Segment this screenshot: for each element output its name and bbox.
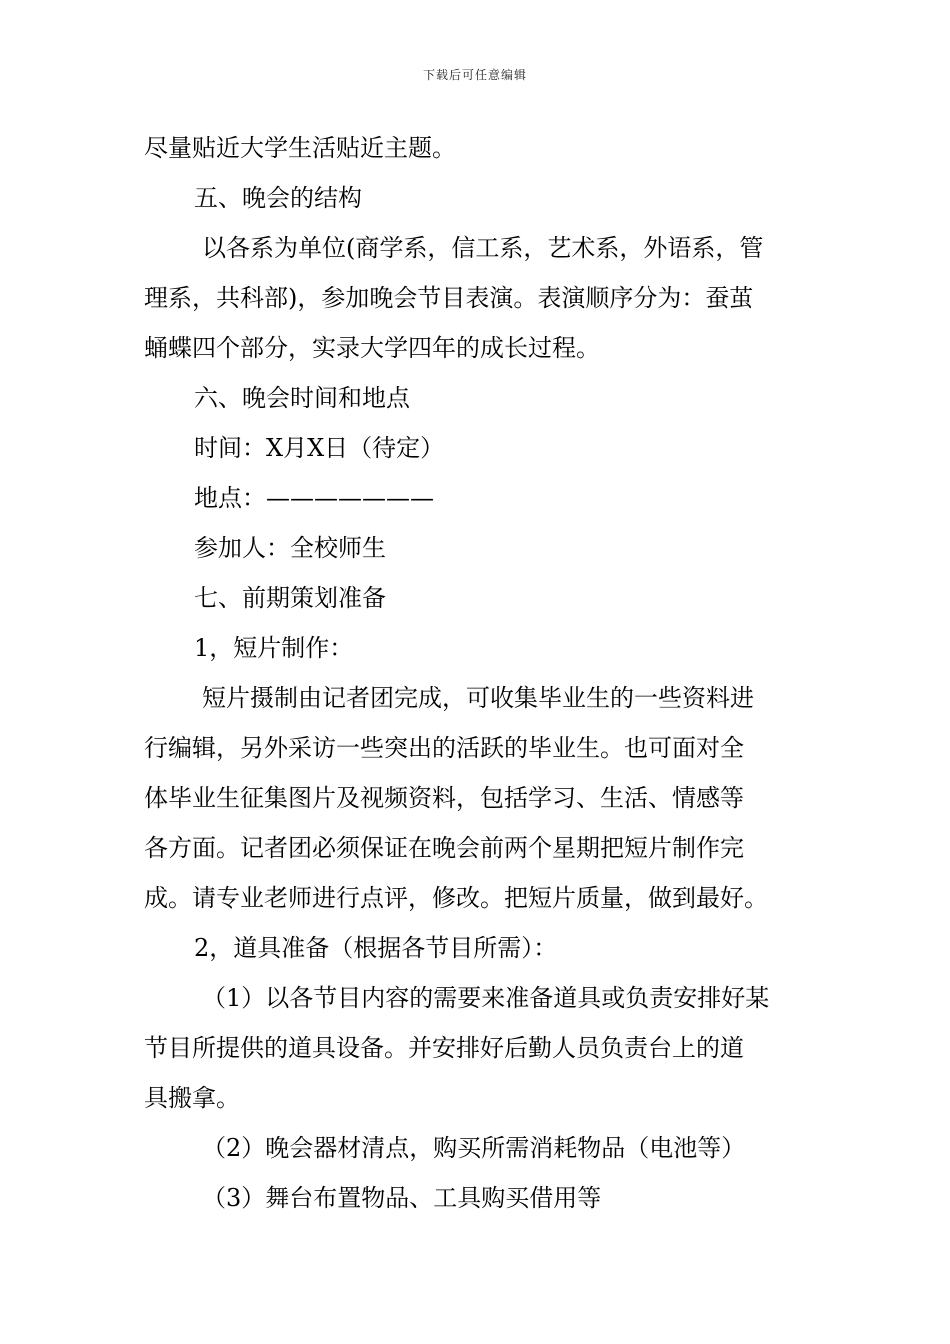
text-line: 节目所提供的道具设备。并安排好后勤人员负责台上的道 — [144, 1034, 744, 1062]
text-line: 体毕业生征集图片及视频资料，包括学习、生活、情感等 — [144, 784, 744, 812]
section-heading: 七、前期策划准备 — [194, 584, 386, 612]
page-header: 下载后可任意编辑 — [422, 68, 527, 82]
text-line: 尽量贴近大学生活贴近主题。 — [144, 134, 456, 162]
text-line: 2，道具准备（根据各节目所需）： — [194, 934, 558, 962]
text-line: 具搬拿。 — [144, 1084, 240, 1112]
section-heading: 六、晚会时间和地点 — [194, 384, 410, 412]
text-line: 地点：——————— — [194, 484, 434, 512]
text-line: （3）舞台布置物品、工具购买借用等 — [202, 1184, 602, 1212]
text-line: 成。请专业老师进行点评，修改。把短片质量，做到最好。 — [144, 884, 768, 912]
text-line: 蛹蝶四个部分，实录大学四年的成长过程。 — [144, 334, 600, 362]
text-line: （1）以各节目内容的需要来准备道具或负责安排好某 — [202, 984, 770, 1012]
text-line: （2）晚会器材清点，购买所需消耗物品（电池等） — [202, 1134, 746, 1162]
section-heading: 五、晚会的结构 — [194, 184, 362, 212]
text-line: 短片摄制由记者团完成，可收集毕业生的一些资料进 — [202, 684, 754, 712]
text-line: 以各系为单位(商学系，信工系，艺术系，外语系，管 — [202, 234, 764, 262]
text-line: 1，短片制作： — [194, 634, 354, 662]
text-line: 时间：X月X日（待定） — [194, 434, 445, 462]
text-line: 参加人：全校师生 — [194, 534, 386, 562]
text-line: 行编辑，另外采访一些突出的活跃的毕业生。也可面对全 — [144, 734, 744, 762]
text-line: 理系，共科部)，参加晚会节目表演。表演顺序分为：蚕茧 — [144, 284, 754, 312]
text-line: 各方面。记者团必须保证在晚会前两个星期把短片制作完 — [144, 834, 744, 862]
